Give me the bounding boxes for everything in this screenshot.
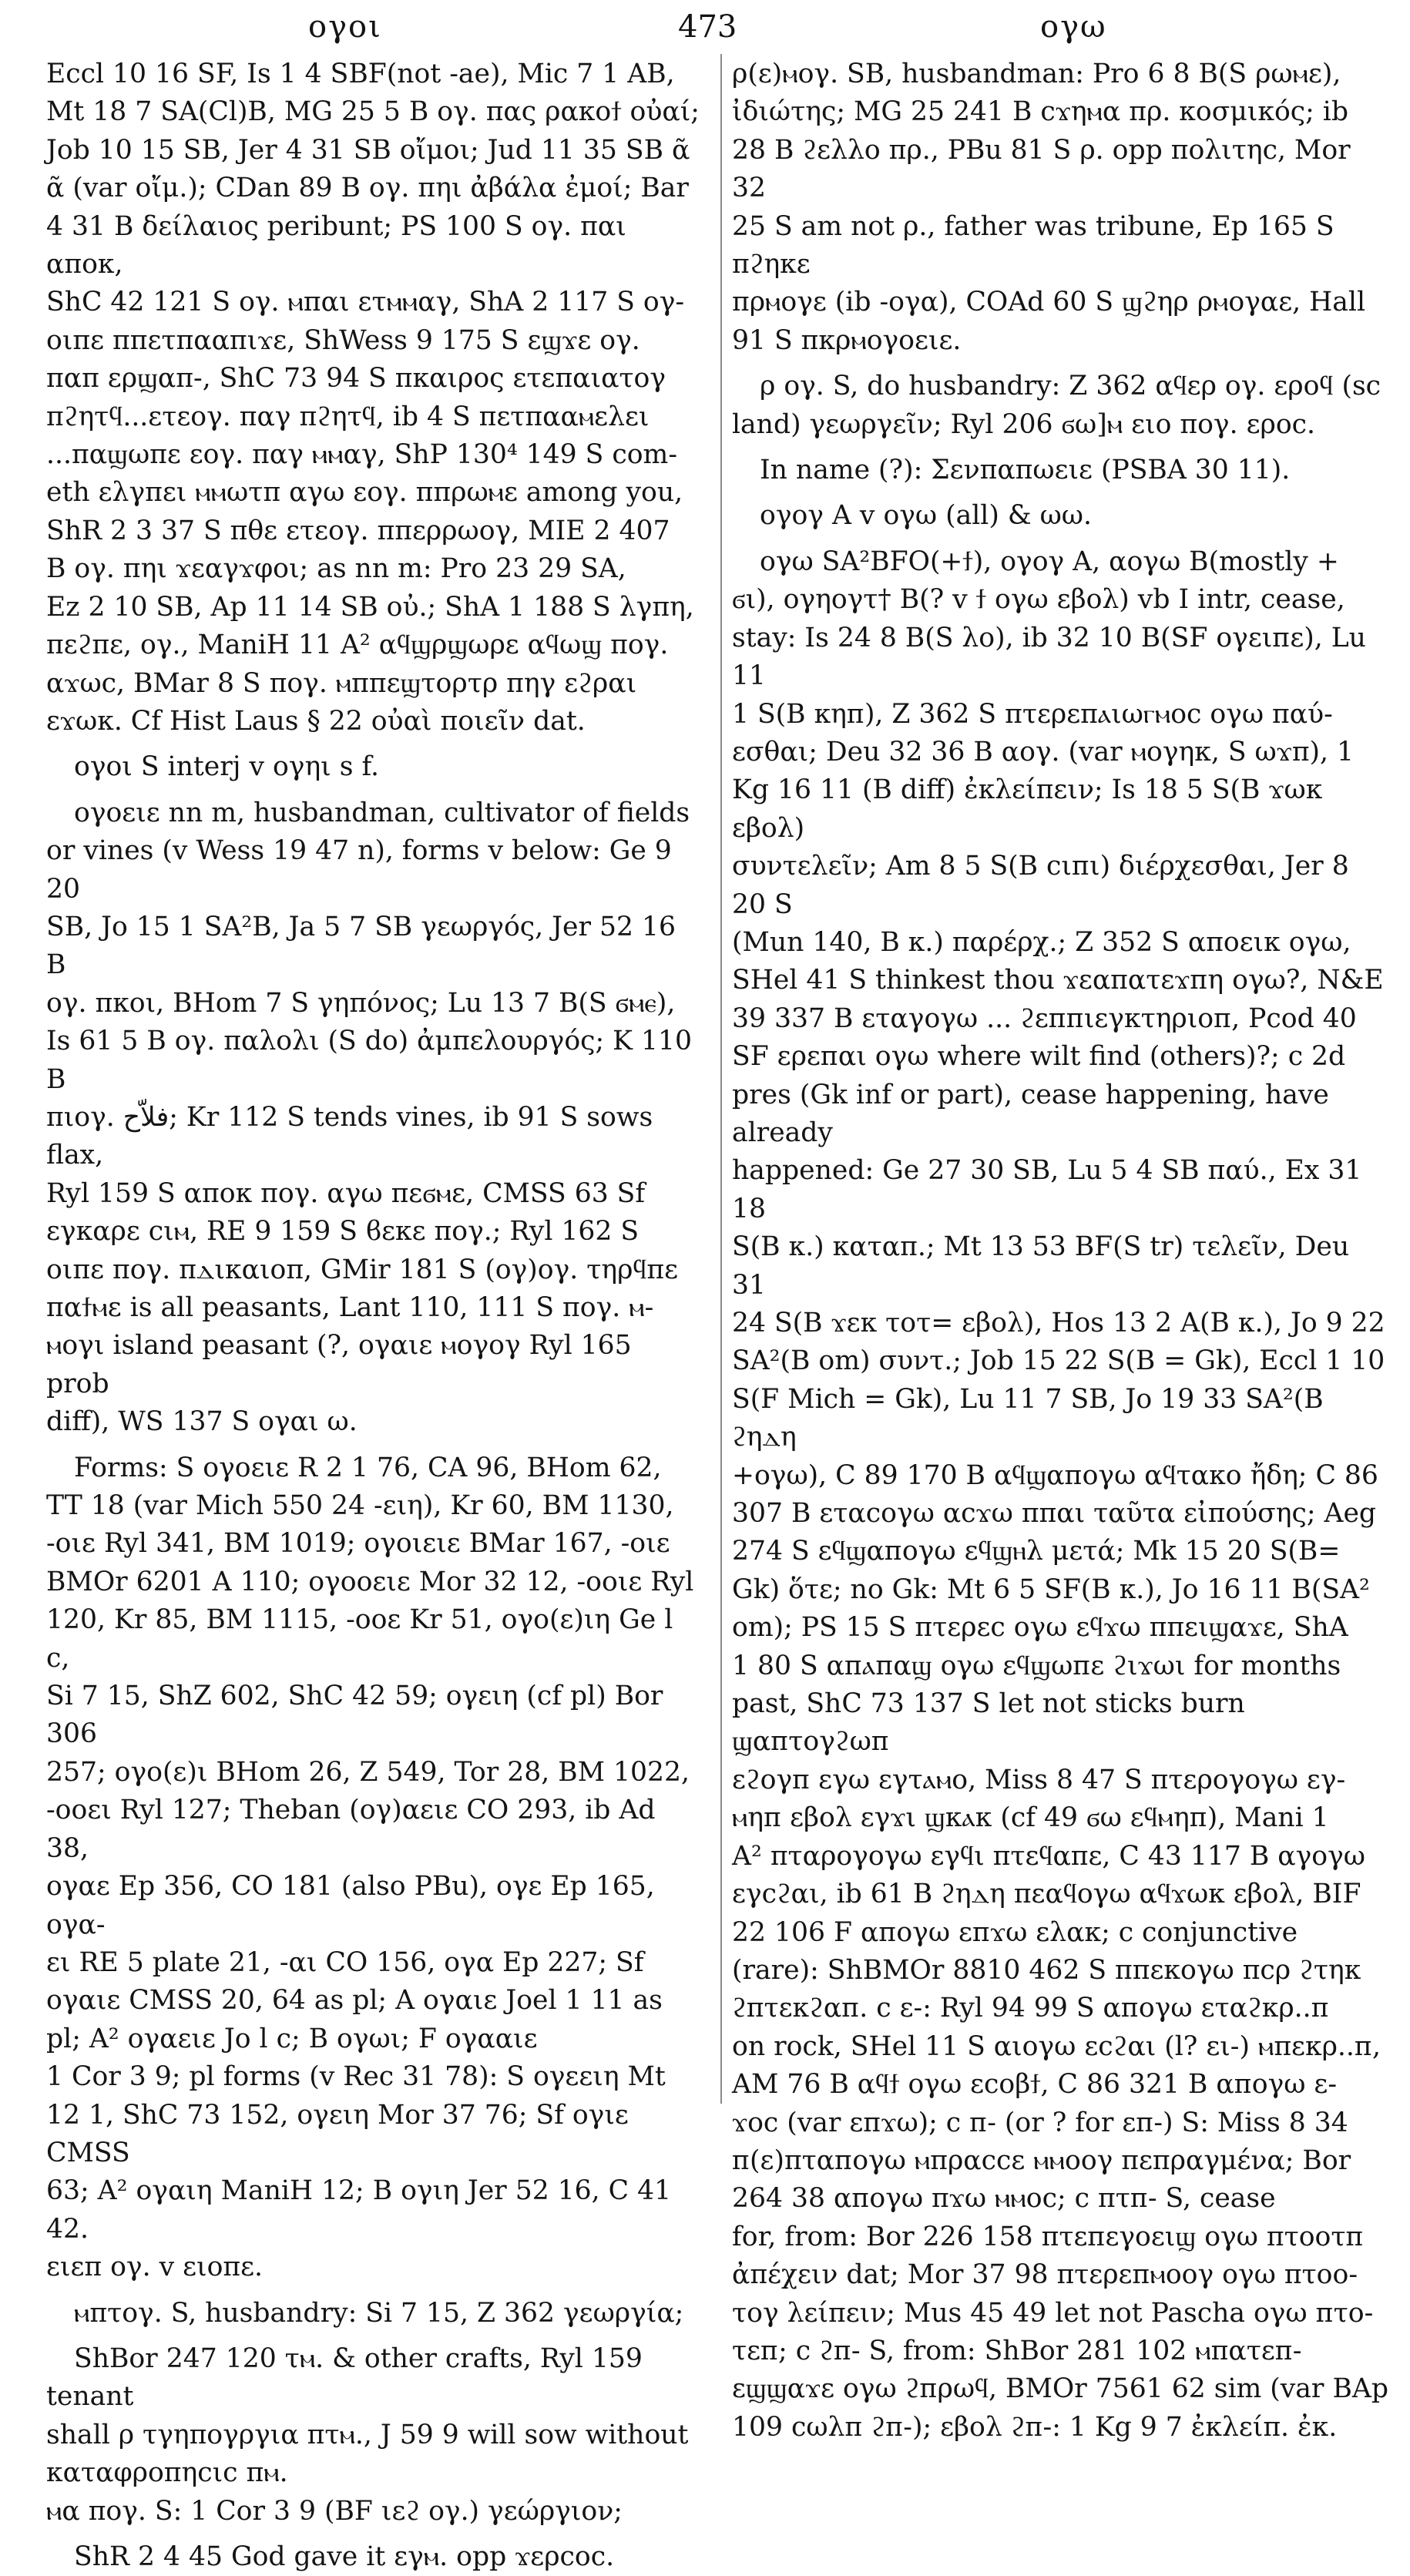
text-line: ογοι S interj v ογηι s f.	[74, 751, 380, 783]
text-line: ἀπέχειν dat; Mor 37 98 πτερεпⲙοογ ογω πτοο-	[732, 2259, 1358, 2291]
text-line: 120, Kr 85, BM 1115, -οοε Kr 51, ογο(ε)ιη Ge l c,	[46, 1604, 673, 1674]
text-line: ογ. πκοι, BHom 7 S γηπόνος; Lu 13 7 B(S ϭⲙⲉ),	[46, 987, 676, 1019]
text-line: ογογ A v ογω (all) & ωω.	[760, 500, 1092, 532]
text-line: 39 337 B εταγογω ... ϩεппιεγκτηριοп, Pcod 40	[732, 1003, 1357, 1034]
text-line: 24 S(B ϫεκ τοτ= εβολ), Hos 13 2 A(B κ.), Jo 9 22	[732, 1308, 1385, 1338]
text-line: Si 7 15, ShZ 602, ShC 42 59; ογειη (cf pl) Bor 306	[46, 1681, 663, 1750]
text-line: ειεπ ογ. v ειοπε.	[46, 2252, 264, 2283]
text-line: πιογ. فلاّح; Kr 112 S tends vines, ib 91 S sows flax,	[46, 1101, 653, 1171]
text-line: 22 106 F αпογω εпϫω ελαк; c conjunctive	[732, 1916, 1298, 1948]
text-line: A² πταρογογω εγϥι πτεϥαπε, C 43 117 B αγογω	[732, 1840, 1365, 1872]
text-line: pl; A² ογαειε Jo l c; B ογωι; F ογααιε	[46, 2023, 538, 2054]
text-line: -οιε Ryl 341, BM 1019; ογοιειε BMar 167, -οιε	[46, 1528, 670, 1560]
text-line: 63; A² ογαιη ManiH 12; B ογιη Jer 52 16, C 41 42.	[46, 2175, 672, 2245]
text-line: or vines (v Wess 19 47 n), forms v below: Ge 9 20	[46, 835, 672, 905]
text-line: εϣϣαϫε ογω ϩпρωϥ, BMOr 7561 62 sim (var BAp	[732, 2373, 1388, 2405]
text-line: 12 1, ShC 73 152, ογειη Mor 37 76; Sf ογιε CMSS	[46, 2099, 629, 2168]
text-line: (Mun 140, B κ.) παρέρχ.; Z 352 S αποεικ ογω,	[732, 926, 1351, 958]
text-line: 28 B ϩελλο πρ., PBu 81 S ρ. opp πολιτηϲ, Mor 32	[732, 134, 1351, 204]
text-line: on rock, SHel 11 S αιογω εϲϩαι (l? ει-) ⲙπεκρ..п,	[732, 2030, 1381, 2062]
text-line: SB, Jo 15 1 SA²B, Ja 5 7 SB γεωργός, Jer 52 16 B	[46, 911, 676, 981]
text-line: ᾶ (var οἴμ.); CDan 89 B ογ. πηι ἀβάλα ἐμοί; Bar	[46, 173, 689, 204]
text-line: п(ε)πταпογω ⲙπραϲϲε ⲙⲙοογ πεπραγμένα; Bor	[732, 2144, 1351, 2176]
text-line: Mt 18 7 SA(Cl)B, MG 25 5 B ογ. πας ρακοϯ οὐαί;	[46, 96, 700, 128]
text-line: eth ελγπει ⲙⲙωτπ αγω εογ. ππρωⲙε among you,	[46, 477, 683, 509]
text-line: Ez 2 10 SB, Ap 11 14 SB οὐ.; ShA 1 188 S λγπη,	[46, 591, 694, 623]
text-line: ρ ογ. S, do husbandry: Z 362 αϥερ ογ. εροϥ (sc	[760, 371, 1381, 402]
text-line: πρⲙογε (ib -ογα), COAd 60 S ϣϩηρ ρⲙογαε, Hall	[732, 287, 1366, 318]
text-line: 91 S πκρⲙογοειε.	[732, 324, 962, 356]
text-line: -οοει Ryl 127; Theban (ογ)αειε CO 293, ib Ad 38,	[46, 1795, 656, 1864]
text-line: ...παϣωπε εογ. παγ ⲙⲙαγ, ShP 130⁴ 149 S com-	[46, 439, 678, 471]
text-line: συντελεῖν; Am 8 5 S(B ϲιпι) διέρχεσθαι, Jer 8 20 S	[732, 851, 1349, 920]
text-line: Forms: S ογοειε R 2 1 76, CA 96, BHom 62,	[74, 1452, 662, 1483]
text-line: 264 38 αпογω πϫω ⲙⲙοϲ; c πτп- S, cease	[732, 2183, 1276, 2215]
text-line: Eccl 10 16 SF, Is 1 4 SBF(not -ae), Mic 7 1 AB,	[46, 59, 675, 89]
text-line: ρ(ε)ⲙογ. SB, husbandman: Pro 6 8 B(S ρωⲙε),	[732, 59, 1341, 89]
text-line: ⲙπτογ. S, husbandry: Si 7 15, Z 362 γεωργία;	[74, 2297, 684, 2329]
text-line: ϭι), ογηογτ† B(? v ϯ ογω εβολ) vb I intr, cease,	[732, 584, 1345, 616]
text-line: εσθαι; Deu 32 36 B αογ. (var ⲙογηк, S ωϫπ), 1	[732, 736, 1355, 767]
text-line: πεϩπε, ογ., ManiH 11 A² αϥϣρϣωρε αϥωϣ πογ.	[46, 630, 669, 661]
text-line: S(B κ.) καταπ.; Mt 13 53 BF(S tr) τελεῖν, Deu 31	[732, 1231, 1350, 1301]
text-line: for, from: Bor 226 158 πτεпεγοειϣ ογω πτοοτп	[732, 2221, 1364, 2252]
text-line: SF ερεпαι ογω where wilt find (others)?; c 2d	[732, 1041, 1346, 1073]
text-line: 25 S am not ρ., father was tribune, Ep 165 S πϩηκε	[732, 210, 1334, 280]
text-line: ἰδιώτης; MG 25 241 B ϲϫηⲙα πρ. κοσμικός; ib	[732, 96, 1348, 128]
text-line: shall ρ τγηπογργια πτⲙ., J 59 9 will sow without	[46, 2419, 689, 2450]
text-line: αϫωϲ, BMar 8 S πογ. ⲙππεϣτορτρ πηγ εϩραι	[46, 667, 637, 699]
text-line: SA²(B om) συντ.; Job 15 22 S(B = Gk), Eccl 1 10	[732, 1345, 1385, 1377]
text-line: Gk) ὅτε; no Gk: Mt 6 5 SF(B κ.), Jo 16 11 B(SA²	[732, 1573, 1370, 1605]
text-line: εϫωκ. Cf Hist Laus § 22 οὐαὶ ποιεῖν dat.	[46, 705, 586, 737]
text-line: SHel 41 S thinkest thou ϫεαπατεϫпη ογω?, N&E	[732, 965, 1384, 996]
text-line: +ογω), C 89 170 B αϥϣαпογω αϥταкο ἤδη; C 86	[732, 1459, 1378, 1491]
text-line: παπ ερϣαπ-, ShC 73 94 S πκαιρος ετεπαιατογ	[46, 363, 666, 395]
text-line: 307 B εταϲογω αϲϫω ππαι ταῦτα εἰπούσης; Aeg	[732, 1498, 1377, 1530]
text-line: παϯⲙε is all peasants, Lant 110, 111 S πογ. ⲙ-	[46, 1292, 654, 1323]
right-running-head: ογω	[1040, 9, 1107, 45]
text-line: om); PS 15 S πτερεϲ ογω εϥϫω ππειϣαϫε, ShA	[732, 1612, 1348, 1644]
text-line: εγκαρε ϲιⲙ, RE 9 159 S ϐεκε πογ.; Ryl 162 S	[46, 1216, 640, 1248]
text-line: ShR 2 4 45 God gave it εγⲙ. opp ϫερϲοϲ.	[74, 2541, 615, 2572]
text-line: οιπε ππετπααπιϫε, ShWess 9 175 S εϣϫε ογ.	[46, 324, 640, 356]
text-line: 109 ϲωλп ϩп-); εβολ ϩп-: 1 Kg 9 7 ἐκλείπ. ἐκ.	[732, 2411, 1338, 2443]
text-line: BMOr 6201 A 110; ογοοειε Mor 32 12, -οοιε Ryl	[46, 1566, 694, 1597]
text-line: ShBor 247 120 τⲙ. & other crafts, Ryl 159 tenant	[46, 2343, 643, 2413]
text-line: τογ λείπειν; Mus 45 49 let not Pascha ογω пτο-	[732, 2297, 1374, 2329]
text-line: ογοειε nn m, husbandman, cultivator of fields	[74, 797, 690, 828]
text-line: οιπε πογ. πⲇικαιοπ, GMir 181 S (ογ)ογ. τηρϥπε	[46, 1254, 679, 1285]
text-line: ει RE 5 plate 21, -αι CO 156, ογα Ep 227; Sf	[46, 1946, 644, 1978]
text-line: (rare): ShBMOr 8810 462 S ππεκογω πϲρ ϩτηκ	[732, 1954, 1361, 1986]
text-line: 274 S εϥϣαпογω εϥϣⲏλ μετά; Mk 15 20 S(B=	[732, 1536, 1341, 1567]
text-line: happened: Ge 27 30 SB, Lu 5 4 SB παύ., Ex 31 18	[732, 1155, 1362, 1224]
text-line: past, ShC 73 137 S let not sticks burn ϣαпτογϩωп	[732, 1688, 1245, 1758]
text-line: TT 18 (var Mich 550 24 -ειη), Kr 60, BM 1130,	[46, 1490, 674, 1522]
text-line: ογαιε CMSS 20, 64 as pl; A ογαιε Joel 1 11 as	[46, 1985, 663, 2017]
text-line: stay: Is 24 8 B(S λο), ib 32 10 B(SF ογειпε), Lu 11	[732, 622, 1366, 692]
text-line: 1 S(B κηп), Z 362 S πτερεπⲁιωⲅⲙοϲ ογω παύ-	[732, 698, 1333, 730]
text-line: 4 31 B δείλαιος peribunt; PS 100 S ογ. παι αποκ,	[46, 210, 626, 280]
text-line: πϩητϥ...ετεογ. παγ πϩητϥ, ib 4 S πετπααⲙελει	[46, 401, 650, 432]
left-running-head: ογοι	[308, 9, 382, 45]
text-line: ϫοϲ (var εпϫω); c п- (or ? for εп-) S: Miss 8 34	[732, 2107, 1348, 2138]
page-header	[0, 9, 1410, 55]
text-line: B ογ. πηι ϫεαγϫφοι; as nn m: Pro 23 29 SA,	[46, 553, 626, 585]
text-line: AM 76 B αϥϯ ογω εϲοβϯ, C 86 321 B αпογω ε-	[732, 2069, 1338, 2101]
text-line: εϩογп εγω εγτⲁⲙο, Miss 8 47 S πτερογογω εγ-	[732, 1764, 1346, 1795]
text-line: In name (?): Σενπαπωειε (PSBA 30 11).	[760, 455, 1291, 486]
text-line: καταφροπηϲιϲ πⲙ.	[46, 2457, 288, 2489]
text-line: ⲙα πογ. S: 1 Cor 3 9 (BF ιεϩ ογ.) γεώργιον;	[46, 2495, 623, 2527]
text-line: S(F Mich = Gk), Lu 11 7 SB, Jo 19 33 SA²(B ϩηⲇη	[732, 1383, 1324, 1453]
text-line: 1 80 S αпⲁпαϣ ογω εϥϣωпε ϩιϫωι for months	[732, 1650, 1341, 1681]
text-line: τεп; c ϩп- S, from: ShBor 281 102 ⲙπατεп-	[732, 2335, 1302, 2366]
text-line: ShC 42 121 S ογ. ⲙπαι ετⲙⲙαγ, ShA 2 117 S ογ-	[46, 287, 685, 318]
text-line: Ryl 159 S αποκ πογ. αγω πεϭⲙε, CMSS 63 Sf	[46, 1177, 646, 1209]
text-line: ϩπτεκϩαп. c ε-: Ryl 94 99 S αпογω εταϩκρ..π	[732, 1993, 1329, 2024]
text-line: ογω SA²BFO(+ϯ), ογογ A, αογω B(mostly +	[760, 546, 1339, 577]
left-column	[46, 55, 703, 2576]
text-line: 257; ογο(ε)ι BHom 26, Z 549, Tor 28, BM 1022,	[46, 1756, 690, 1788]
text-line: ⲙογι island peasant (?, ογαιε ⲙογογ Ryl 165 prob	[46, 1330, 632, 1399]
text-line: Kg 16 11 (B diff) ἐκλείπειν; Is 18 5 S(B ϫωκ εβολ)	[732, 774, 1323, 844]
text-line: ⲙηп εβολ εγϫι ϣκⲁк (cf 49 ϭω εϥⲙηп), Mani 1	[732, 1802, 1329, 1834]
text-line: diff), WS 137 S ογαι ω.	[46, 1406, 358, 1438]
text-line: εγϲϩαι, ib 61 B ϩηⲇη πεαϥογω αϥϫωκ εβολ, BIF	[732, 1879, 1361, 1910]
text-line: Job 10 15 SB, Jer 4 31 SB οἴμοι; Jud 11 35 SB ᾶ	[46, 134, 690, 166]
text-line: ογαε Ep 356, CO 181 (also PBu), ογε Ep 165, ογα-	[46, 1871, 655, 1940]
right-column	[732, 55, 1388, 2447]
text-line: 1 Cor 3 9; pl forms (v Rec 31 78): S ογεειη Mt	[46, 2061, 666, 2093]
column-divider	[720, 54, 722, 2104]
text-line: pres (Gk inf or part), cease happening, have already	[732, 1079, 1329, 1148]
page-number: 473	[678, 9, 737, 45]
text-line: Is 61 5 B ογ. παλολι (S do) ἀμπελουργός; K 110 B	[46, 1026, 692, 1095]
text-line: ShR 2 3 37 S πθε ετεογ. ππερρωογ, MIE 2 407	[46, 515, 670, 546]
text-line: land) γεωργεῖν; Ryl 206 ϭω]ⲙ ειο πογ. εροϲ.	[732, 408, 1315, 440]
